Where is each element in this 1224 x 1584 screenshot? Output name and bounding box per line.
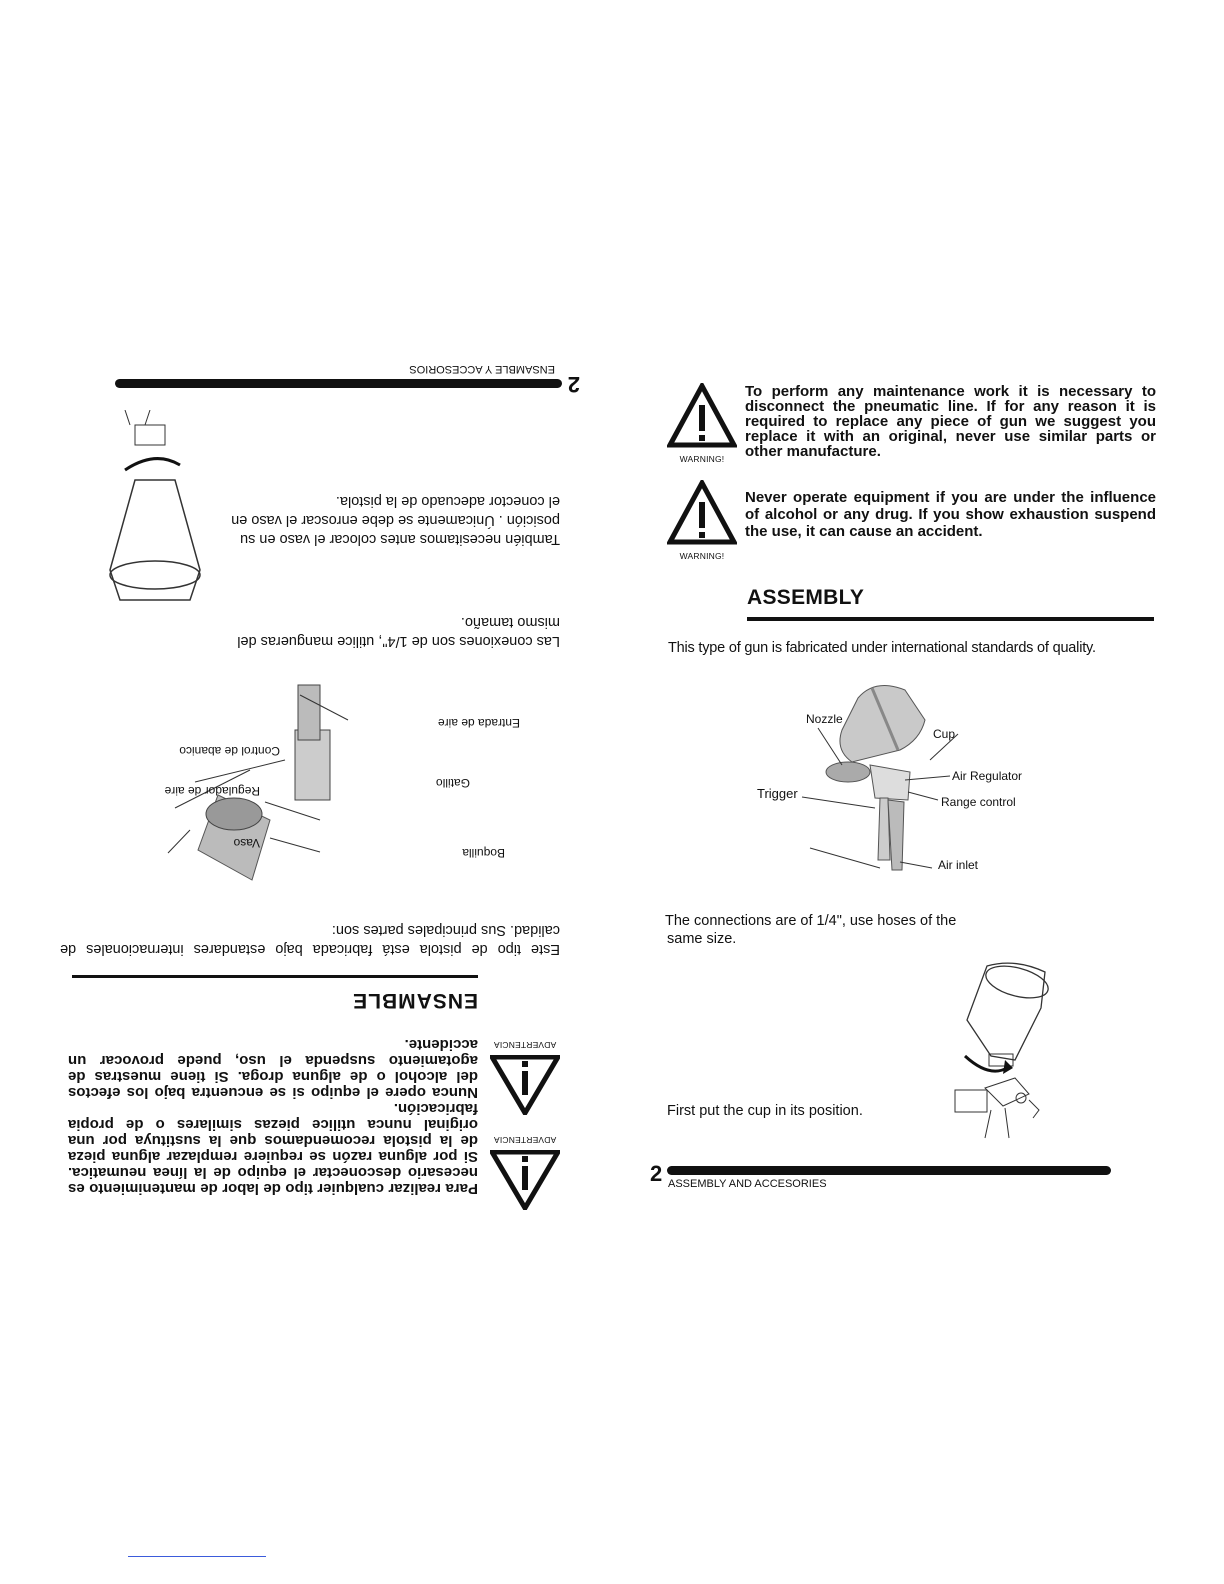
label-entrada: Entrada de aire [437, 716, 520, 730]
label-air-inlet: Air inlet [938, 858, 979, 872]
footer-title: ASSEMBLY AND ACCESORIES [668, 1178, 827, 1190]
section-rule [747, 617, 1154, 621]
section-title: ENSAMBLE [352, 989, 478, 1012]
cup-install-illustration [945, 960, 1055, 1140]
cup-assembly-illustration [90, 410, 220, 610]
label-control: Control de abanico [179, 744, 280, 758]
warning-icon [667, 383, 737, 468]
link-underline [128, 1556, 266, 1557]
connections-text: Las conexiones son de 1/4", utilice mangueras del mismo tamaño. [237, 614, 560, 649]
warning-text: Nunca opere el equipo si se encuentra bajo los efectos del alcohol o de alguna droga. Si tiene muestras de agotamiento suspenda el uso, puede provocar un accidente. [68, 1036, 478, 1101]
label-air-regulator: Air Regulator [952, 769, 1023, 783]
label-gatillo: Gatillo [435, 776, 470, 790]
spray-gun-diagram [60, 680, 480, 910]
advertencia-label: ADVERTENCIA [493, 1040, 557, 1050]
advertencia-label: ADVERTENCIA [493, 1135, 557, 1145]
connections-text: The connections are of 1/4", use hoses of the [665, 913, 957, 929]
label-cup: Cup [933, 727, 956, 741]
label-vaso: Vaso [233, 836, 260, 850]
footer-rule [667, 1166, 1111, 1175]
warning-text: Para realizar cualquier tipo de labor de mantenimiento es necesario desconectar el equipo de la línea neumatica. Si por alguna razón se requiere remplazar alguna pieza de la pistola recomendamos que la sustituya por una original nunca utilice piezas similares o de propia fabricación. [68, 1100, 478, 1197]
section-rule [72, 975, 478, 978]
advertencia-icon [490, 1040, 560, 1115]
label-range-control: Range control [941, 795, 1016, 809]
page-number: 2 [650, 1161, 663, 1186]
section-title: ASSEMBLY [747, 586, 865, 609]
header-title: ENSAMBLE Y ACCESORIOS [409, 363, 555, 375]
warning-label: WARNING! [679, 454, 725, 464]
warning-text: Never operate equipment if you are under the influence of alcohol or any drug. If you show exhaustion suspend the use, it can cause an accident. [745, 489, 1156, 540]
cup-text: También necesitamos antes colocar el vaso en su posición . Únicamente se debe enroscar el vaso en el conector adecuado de la pistola. [231, 493, 560, 547]
spanish-page [20, 330, 580, 1210]
label-boquilla: Boquilla [462, 846, 505, 860]
header-rule [115, 379, 562, 388]
warning-icon [667, 480, 737, 565]
advertencia-icon [490, 1135, 560, 1210]
intro-text: This type of gun is fabricated under international standards of quality. [668, 640, 1096, 656]
cup-text: First put the cup in its position. [667, 1103, 863, 1119]
label-nozzle: Nozzle [806, 712, 843, 726]
warning-text: To perform any maintenance work it is necessary to disconnect the pneumatic line. If for any reason it is required to replace any piece of gun we suggest you replace it with an original, never use similar parts or other manufacture. [745, 383, 1156, 460]
connections-text-line2: same size. [667, 931, 737, 947]
intro-text: Este tipo de pistola está fabricada bajo estandares internacionales de calidad. Sus principales partes son: [60, 922, 560, 957]
label-trigger: Trigger [757, 786, 798, 801]
warning-label: WARNING! [679, 551, 725, 561]
label-regulador: Regulador de aire [164, 784, 260, 798]
page-number: 2 [567, 372, 580, 397]
